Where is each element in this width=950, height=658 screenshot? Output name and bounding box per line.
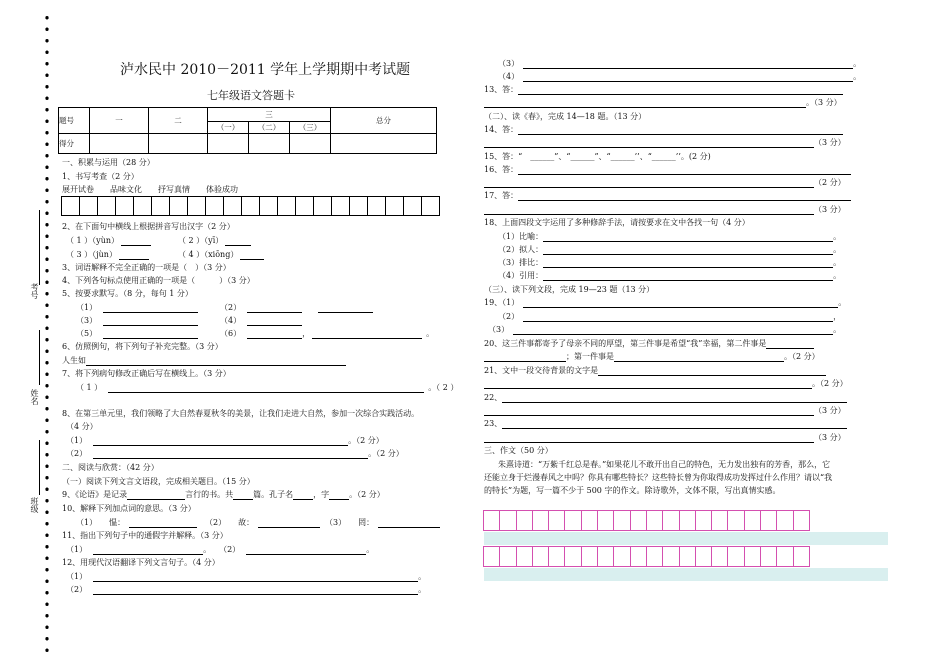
item-number: （1）比喻： [498, 232, 544, 241]
punctuation: 。 [833, 271, 842, 280]
answer-line[interactable] [240, 251, 264, 260]
essay-prompt: 朱熹诗道：“万紫千红总是春。”如果花儿不敢开出自己的特色，无力发出独有的芳香，那么，它 [498, 460, 831, 469]
answer-line[interactable] [119, 251, 149, 260]
punctuation: 。 [418, 585, 427, 594]
answer-line[interactable] [93, 573, 418, 582]
score-cell[interactable] [208, 134, 249, 154]
answer-line[interactable] [103, 317, 198, 326]
answer-line[interactable] [247, 304, 302, 313]
score-cell[interactable] [290, 134, 331, 154]
question-label: 15、答：“ ______”、“______”、“______’’、“______’’。(2 分) [484, 152, 711, 161]
punctuation: 。 [853, 59, 862, 68]
score-cell[interactable] [249, 134, 290, 154]
answer-line[interactable] [484, 179, 814, 188]
answer-line[interactable] [93, 586, 418, 595]
section-heading: 三、作文（50 分） [484, 446, 553, 455]
class-label: 班级 [30, 497, 39, 513]
answer-line[interactable] [543, 259, 833, 268]
item-score: 。（2 分） [812, 379, 848, 388]
score-table-header: 总分 [331, 108, 437, 134]
score-table-subheader: （一） [208, 122, 249, 134]
item-number: 。（ 2 ） [428, 383, 459, 392]
item-number: （2） [66, 449, 88, 458]
answer-line[interactable] [484, 206, 814, 215]
item-number: （6） [220, 329, 242, 338]
item-number: （3） [498, 59, 520, 68]
composition-spacer [484, 568, 888, 581]
answer-line[interactable] [484, 434, 814, 443]
punctuation: 。 [426, 329, 435, 338]
item-number: （4） [220, 316, 242, 325]
punctuation: ， [833, 312, 842, 321]
question-label: 17、答： [484, 191, 519, 200]
question-label: 3、词语解释不完全正确的一项是（ ）（3 分） [62, 263, 231, 272]
item-score: （3 分） [814, 406, 846, 415]
question-label: 16、答： [484, 165, 519, 174]
item-number: 19、（1） [484, 298, 520, 307]
answer-line[interactable] [513, 326, 833, 335]
question-text: 20、这三件事都寄予了母亲不同的厚望，第三件事是希望“我”幸福，第二件事是 [484, 339, 767, 348]
composition-grid-row[interactable] [484, 510, 810, 531]
question-label: 5、按要求默写。（8 分，每句 1 分） [62, 289, 193, 298]
answer-line[interactable] [543, 272, 833, 281]
item-number: （2） [220, 303, 242, 312]
question-text: 篇。孔子名 [253, 490, 294, 499]
answer-line[interactable] [93, 546, 203, 555]
question-text: 9、《论语》是记录 [62, 490, 128, 499]
punctuation: ， [302, 329, 311, 338]
question-label: 1、书写考查（2 分） [62, 172, 139, 181]
question-text: （4 分） [66, 422, 98, 431]
binding-line [39, 440, 40, 495]
question-text: 展开试卷 品味文化 抒写真情 体验成功 [62, 185, 238, 194]
answer-line[interactable] [766, 340, 814, 349]
item-number: （3） [488, 325, 510, 334]
answer-line[interactable] [258, 519, 320, 528]
question-text: 。（2 分） [349, 490, 385, 499]
answer-line[interactable] [247, 317, 302, 326]
question-label: 23、 [484, 419, 503, 428]
binding-line [39, 330, 40, 385]
answer-line[interactable] [614, 353, 784, 362]
essay-prompt: 还能立身于烂漫春风之中吗？你具有哪些特长？这些特长曾为你取得成功发挥过什么作用？请以“我 [484, 473, 833, 482]
answer-line[interactable] [86, 357, 346, 366]
answer-line[interactable] [93, 437, 348, 446]
score-table-row-label: 得分 [59, 134, 90, 154]
question-label: 12、用现代汉语翻译下列文言句子。（4 分） [62, 558, 220, 567]
question-label: 13、答： [484, 85, 519, 94]
section-heading: 二、阅读与欣赏：（42 分） [62, 463, 159, 472]
item-number: （1） [66, 436, 88, 445]
section-heading: （一）阅读下列文言文语段，完成相关题目。（15 分） [62, 477, 255, 486]
item-number: 。 （2） [203, 545, 241, 554]
punctuation: 。 [833, 325, 842, 334]
answer-line[interactable] [518, 86, 843, 95]
item-number: （1） [76, 303, 98, 312]
exam-number-label: 考号 [30, 283, 39, 299]
answer-line[interactable] [518, 192, 851, 201]
answer-line[interactable] [103, 304, 198, 313]
item-score: 。（2 分） [784, 352, 820, 361]
item-score: （3 分） [814, 205, 846, 214]
page-subtitle: 七年级语文答题卡 [207, 89, 295, 102]
answer-line[interactable] [502, 420, 847, 429]
answer-line[interactable] [484, 139, 814, 148]
score-table-subheader: （二） [249, 122, 290, 134]
score-table-header: 三 [208, 108, 331, 122]
answer-line[interactable] [233, 491, 253, 500]
page-title: 泸水民中 2010－2011 学年上学期期中考试题 [120, 62, 411, 78]
answer-line[interactable] [523, 60, 853, 69]
answer-line[interactable] [225, 237, 251, 246]
question-text: （ 3 ）（jùn） [66, 250, 117, 259]
answer-line[interactable] [293, 491, 313, 500]
question-label: 2、在下面句中横线上根据拼音写出汉字（2 分） [62, 222, 235, 231]
punctuation: 。 [853, 72, 862, 81]
punctuation: 。 [418, 572, 427, 581]
question-text: ；第一件事是 [566, 352, 614, 361]
item-number: （4） [498, 72, 520, 81]
answer-line[interactable] [484, 353, 566, 362]
answer-line[interactable] [484, 407, 814, 416]
item-number: （ 1 ） [76, 383, 103, 392]
punctuation: 。 [833, 245, 842, 254]
question-text: （2） 故： [205, 518, 255, 527]
item-score: （3 分） [814, 138, 846, 147]
answer-line[interactable] [484, 380, 812, 389]
question-label: 6、仿照例句，将下列句子补充完整。（3 分） [62, 342, 223, 351]
answer-line[interactable] [312, 330, 422, 339]
answer-line[interactable] [543, 246, 833, 255]
item-number: （5） [76, 329, 98, 338]
item-score: 。（3 分） [806, 98, 842, 107]
answer-line[interactable] [598, 367, 826, 376]
score-table-header: 二 [149, 108, 208, 134]
item-score: （2 分） [814, 178, 846, 187]
score-table-header: 一 [90, 108, 149, 134]
score-table-subheader: （三） [290, 122, 331, 134]
question-text: （1） 愠： [76, 518, 126, 527]
question-text: （ 1 ）（yùn） [66, 236, 119, 245]
question-label: 7、将下列病句修改正确后写在横线上。（3 分） [62, 369, 231, 378]
answer-line[interactable] [518, 166, 851, 175]
question-text: 21、文中一段交待背景的文字是 [484, 366, 599, 375]
question-text: 人生如 [62, 356, 86, 365]
answer-line[interactable] [127, 491, 185, 500]
question-text: （ 2 ）（yī） [178, 236, 224, 245]
item-number: （1） [66, 572, 88, 581]
punctuation: 。 [366, 545, 375, 554]
question-text: （3） 罔： [325, 518, 375, 527]
answer-line[interactable] [518, 126, 843, 135]
item-number: （2）拟人： [498, 245, 544, 254]
binding-dots [44, 12, 50, 652]
answer-line[interactable] [329, 491, 349, 500]
item-number: （3） [76, 316, 98, 325]
score-cell[interactable] [149, 134, 208, 154]
question-text: 言行的书。共 [185, 490, 234, 499]
answer-line[interactable] [523, 73, 853, 82]
binding-line [39, 210, 40, 285]
question-label: 4、下列各句标点使用正确的一项是（ ）（3 分） [62, 276, 255, 285]
question-text: （ 4 ）（xiōng） [178, 250, 239, 259]
answer-line[interactable] [108, 384, 424, 393]
answer-line[interactable] [543, 233, 833, 242]
question-label: 10、解释下列加点词的意思。（3 分） [62, 504, 196, 513]
item-number: （3）排比： [498, 258, 544, 267]
score-table-header: 题号 [59, 108, 90, 134]
composition-spacer [484, 532, 888, 545]
section-heading: （三）、读下列文段，完成 19—23 题（13 分） [484, 285, 655, 294]
writing-grid[interactable] [62, 196, 440, 216]
answer-line[interactable] [246, 546, 366, 555]
answer-line[interactable] [103, 330, 198, 339]
answer-line[interactable] [121, 237, 151, 246]
question-label: 8、在第三单元里，我们领略了大自然春夏秋冬的美景，让我们走进大自然，参加一次综合实践活动。 [62, 409, 420, 418]
question-text: ，字 [313, 490, 330, 499]
question-label: 14、答： [484, 125, 519, 134]
question-label: 11、指出下列句子中的通假字并解释。（3 分） [62, 531, 228, 540]
item-number: （1） [66, 545, 88, 554]
item-score: 。（2 分） [368, 449, 404, 458]
item-score: 。（2 分） [348, 436, 384, 445]
answer-line[interactable] [129, 519, 197, 528]
composition-grid-row[interactable] [484, 546, 810, 567]
answer-line[interactable] [523, 313, 833, 322]
punctuation: 。 [833, 258, 842, 267]
score-table [58, 107, 437, 154]
essay-prompt: 的特长”为题，写一篇不少于 500 字的作文。除诗歌外，文体不限，写出真情实感。 [484, 486, 781, 495]
item-score: （3 分） [814, 433, 846, 442]
answer-line[interactable] [378, 519, 440, 528]
answer-line[interactable] [484, 99, 806, 108]
punctuation: 。 [833, 232, 842, 241]
name-label: 姓名 [30, 389, 39, 405]
section-heading: （二）、读《春》，完成 14—18 题。（13 分） [484, 112, 647, 121]
punctuation: 。 [838, 298, 847, 307]
answer-line[interactable] [318, 304, 373, 313]
question-label: 22、 [484, 393, 503, 402]
score-cell[interactable] [90, 134, 149, 154]
item-number: （2） [498, 312, 520, 321]
question-label: 18、上面四段文字运用了多种修辞手法，请按要求在文中各找一句（4 分） [484, 218, 750, 227]
answer-line[interactable] [247, 330, 302, 339]
score-cell[interactable] [331, 134, 437, 154]
item-number: （2） [66, 585, 88, 594]
answer-line[interactable] [502, 394, 847, 403]
answer-line[interactable] [93, 450, 368, 459]
answer-line[interactable] [523, 299, 838, 308]
item-number: （4）引用： [498, 271, 544, 280]
section-heading: 一、积累与运用（28 分） [62, 158, 155, 167]
